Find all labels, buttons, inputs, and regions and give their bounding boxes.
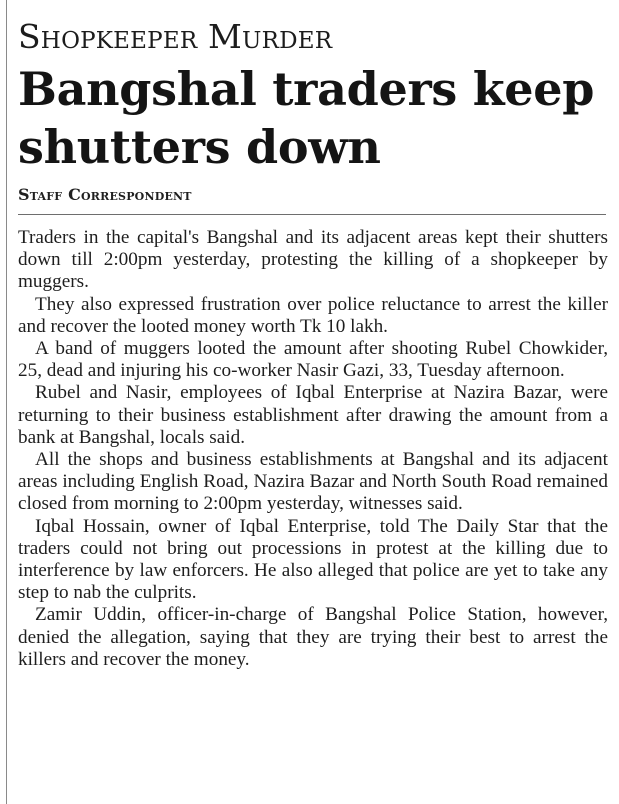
article-paragraph: All the shops and business establishments at Bangshal and its adjacent areas including English Road, Nazira Bazar and North South Road remained closed from morning to 2:00pm yesterday, witnesses said. — [18, 449, 608, 515]
article-paragraph: They also expressed frustration over police reluctance to arrest the killer and recover the looted money worth Tk 10 lakh. — [18, 293, 608, 337]
article-headline: Bangshal traders keep shutters down — [18, 62, 595, 174]
article-body — [18, 227, 608, 671]
article-paragraph: Rubel and Nasir, employees of Iqbal Enterprise at Nazira Bazar, were returning to their business establishment after drawing the amount from a bank at Bangshal, locals said. — [18, 382, 608, 448]
article-paragraph: Zamir Uddin, officer-in-charge of Bangshal Police Station, however, denied the allegation, saying that they are trying their best to arrest the killers and recover the money. — [18, 604, 608, 670]
article-kicker: Shopkeeper Murder — [18, 17, 333, 56]
article-paragraph: Traders in the capital's Bangshal and its adjacent areas kept their shutters down till 2:00pm yesterday, protesting the killing of a shopkeeper by muggers. — [18, 227, 608, 293]
news-article — [18, 18, 608, 671]
article-byline: Staff Correspondent — [18, 185, 192, 204]
article-paragraph: A band of muggers looted the amount after shooting Rubel Chowkider, 25, dead and injuring his co-worker Nasir Gazi, 33, Tuesday afternoon. — [18, 338, 608, 382]
article-paragraph: Iqbal Hossain, owner of Iqbal Enterprise, told The Daily Star that the traders could not bring out processions in protest at the killing due to interference by law enforcers. He also alleged that police are yet to take any step to nab the culprits. — [18, 515, 608, 604]
byline-divider — [18, 214, 606, 215]
column-rule — [6, 0, 7, 804]
